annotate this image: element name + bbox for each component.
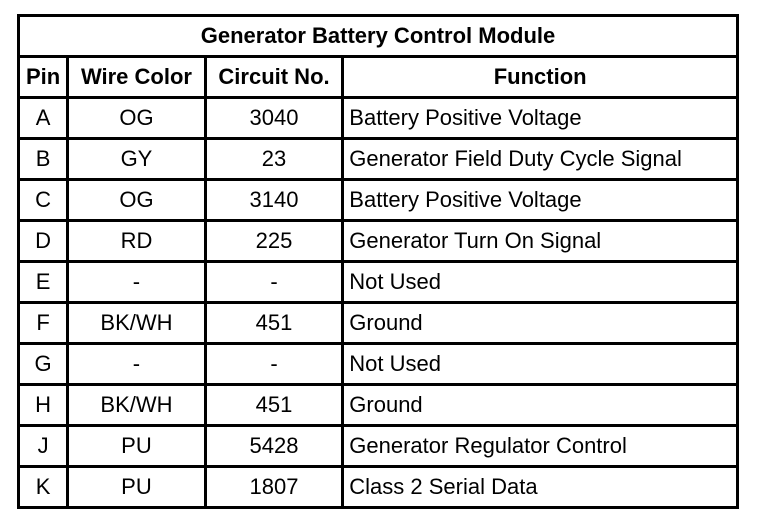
wire-color-cell: RD [69,222,204,260]
function-cell: Ground [344,386,736,424]
function-cell: Not Used [344,345,736,383]
table-row [20,386,736,424]
table-row [20,140,736,178]
wire-color-cell: OG [69,181,204,219]
column-header-pin: Pin [20,58,66,96]
pin-cell: F [20,304,66,342]
table-row [20,181,736,219]
table-row [20,99,736,137]
wire-color-cell: GY [69,140,204,178]
pin-cell: E [20,263,66,301]
connector-pinout-table [17,14,739,509]
column-header-function: Function [344,58,736,96]
function-cell: Battery Positive Voltage [344,181,736,219]
pin-cell: J [20,427,66,465]
function-cell: Class 2 Serial Data [344,468,736,506]
circuit-cell: 5428 [207,427,342,465]
table-row [20,427,736,465]
circuit-cell: 3040 [207,99,342,137]
circuit-cell: 451 [207,386,342,424]
wire-color-cell: BK/WH [69,386,204,424]
function-cell: Not Used [344,263,736,301]
table-row [20,304,736,342]
circuit-cell: 225 [207,222,342,260]
table-row [20,468,736,506]
circuit-cell: 3140 [207,181,342,219]
function-cell: Generator Regulator Control [344,427,736,465]
wire-color-cell: PU [69,468,204,506]
circuit-cell: 23 [207,140,342,178]
wire-color-cell: BK/WH [69,304,204,342]
table-row [20,263,736,301]
circuit-cell: 1807 [207,468,342,506]
wire-color-cell: PU [69,427,204,465]
pin-cell: D [20,222,66,260]
function-cell: Generator Field Duty Cycle Signal [344,140,736,178]
column-header-circuit-no: Circuit No. [207,58,342,96]
column-header-wire-color: Wire Color [69,58,204,96]
function-cell: Generator Turn On Signal [344,222,736,260]
wire-color-cell: OG [69,99,204,137]
table-row [20,222,736,260]
circuit-cell: 451 [207,304,342,342]
pin-cell: H [20,386,66,424]
function-cell: Battery Positive Voltage [344,99,736,137]
function-cell: Ground [344,304,736,342]
pin-cell: A [20,99,66,137]
wire-color-cell: - [69,345,204,383]
pin-cell: K [20,468,66,506]
wire-color-cell: - [69,263,204,301]
pin-cell: B [20,140,66,178]
table-row [20,345,736,383]
pin-cell: C [20,181,66,219]
table-title: Generator Battery Control Module [20,17,736,55]
circuit-cell: - [207,263,342,301]
table-header-row [20,58,736,96]
table-title-row [20,17,736,55]
circuit-cell: - [207,345,342,383]
pin-cell: G [20,345,66,383]
